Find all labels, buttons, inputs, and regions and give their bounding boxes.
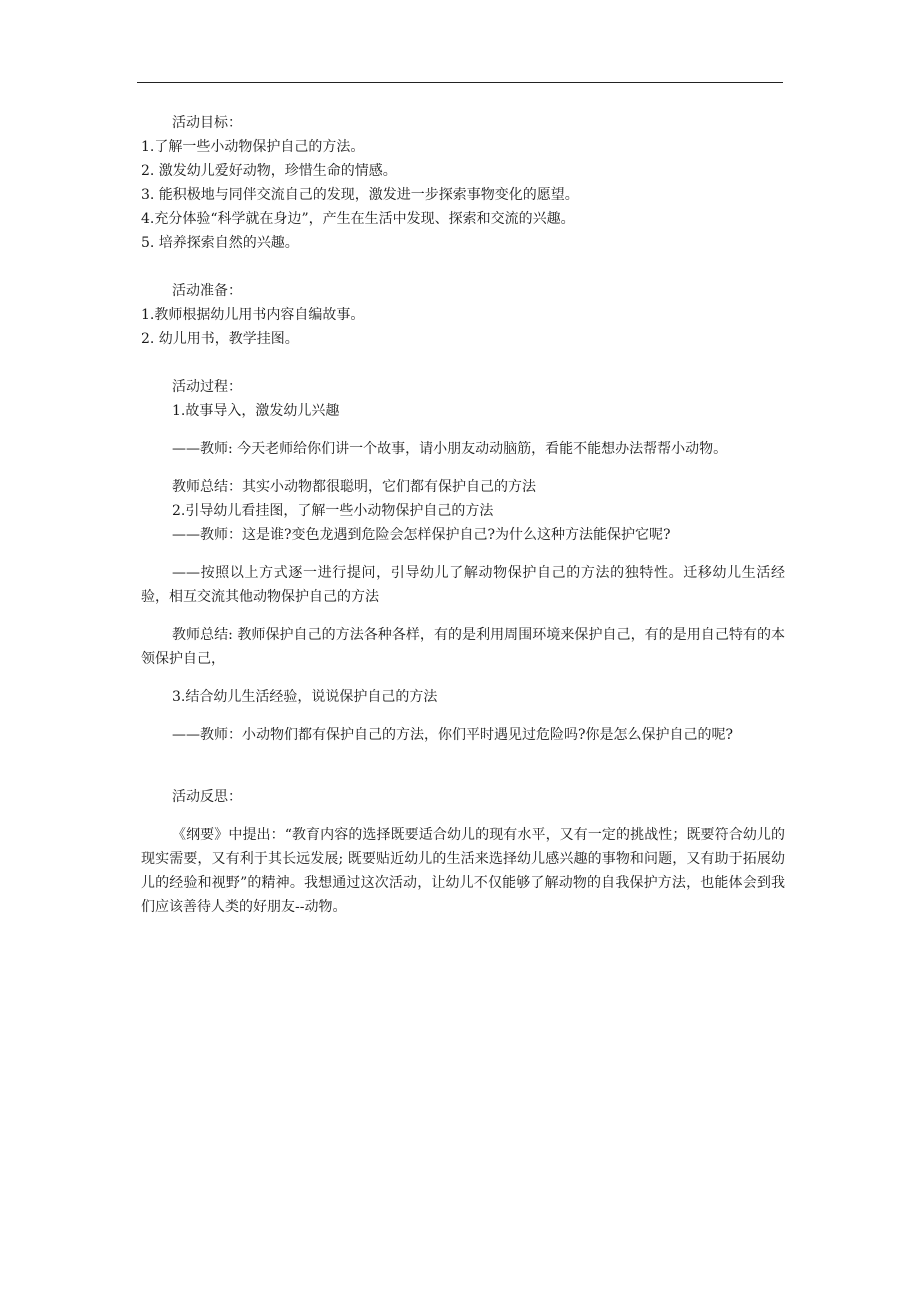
section-gap (141, 351, 785, 375)
goal-item: 2. 激发幼儿爱好动物，珍惜生命的情感。 (141, 163, 397, 179)
process-summary: 教师总结：其实小动物都很聪明，它们都有保护自己的方法 (172, 479, 536, 495)
goal-item: 5. 培养探索自然的兴趣。 (141, 235, 299, 251)
goal-item: 4.充分体验“科学就在身边”，产生在生活中发现、探索和交流的兴趣。 (141, 211, 575, 227)
section-gap (141, 255, 785, 279)
process-summary: 教师总结: 教师保护自己的方法各种各样，有的是利用周围环境来保护自己，有的是用自己特有的本领保护自己， (141, 627, 785, 667)
process-paragraph: ——教师：小动物们都有保护自己的方法，你们平时遇见过危险吗?你是怎么保护自己的呢? (172, 727, 734, 743)
section-title-goals: 活动目标： (172, 115, 242, 131)
goal-item: 1.了解一些小动物保护自己的方法。 (141, 139, 365, 155)
section-title-process: 活动过程： (172, 379, 242, 395)
process-step: 3.结合幼儿生活经验，说说保护自己的方法 (172, 689, 438, 705)
process-step: 1.故事导入，激发幼儿兴趣 (172, 403, 340, 419)
section-title-reflection: 活动反思： (172, 789, 242, 805)
process-paragraph: ——教师: 今天老师给你们讲一个故事，请小朋友动动脑筋，看能不能想办法帮帮小动物。 (172, 441, 728, 457)
reflection-paragraph: 《纲要》中提出：“教育内容的选择既要适合幼儿的现有水平，又有一定的挑战性；既要符合幼儿的现实需要，又有利于其长远发展; 既要贴近幼儿的生活来选择幼儿感兴趣的事物和问题，又有助于拓展幼儿的经验和视野”的精神。我想通过这次活动，让幼儿不仅能够了解动物的自我保护方法，也能体会到我们应该善待人类的好朋友--动物。 (141, 827, 785, 915)
goal-item: 3. 能积极地与同伴交流自己的发现，激发进一步探索事物变化的愿望。 (141, 187, 579, 203)
process-step: 2.引导幼儿看挂图，了解一些小动物保护自己的方法 (172, 503, 494, 519)
document-body (141, 111, 785, 933)
section-title-preparation: 活动准备： (172, 283, 242, 299)
section-gap (141, 761, 785, 785)
preparation-item: 1.教师根据幼儿用书内容自编故事。 (141, 307, 365, 323)
process-paragraph: ——教师：这是谁?变色龙遇到危险会怎样保护自己?为什么这种方法能保护它呢? (172, 527, 671, 543)
preparation-item: 2. 幼儿用书，教学挂图。 (141, 331, 299, 347)
process-paragraph: ——按照以上方式逐一进行提问，引导幼儿了解动物保护自己的方法的独特性。迁移幼儿生活经验，相互交流其他动物保护自己的方法 (141, 565, 785, 605)
header-rule (137, 82, 783, 83)
